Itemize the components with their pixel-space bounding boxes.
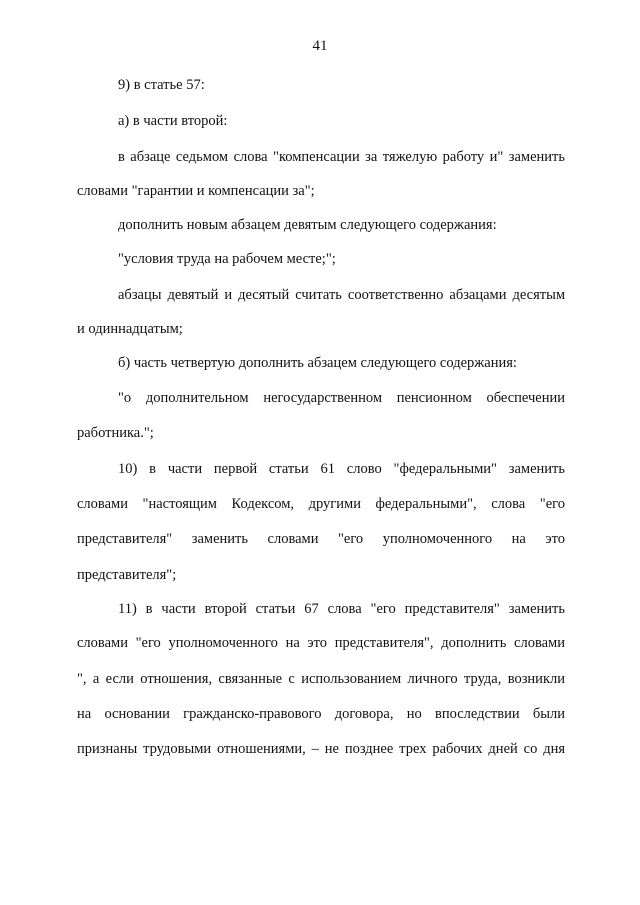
text-line: представителя" заменить словами "его уполномоченного на это — [77, 531, 565, 547]
text-line: на основании гражданско-правового договора, но впоследствии были — [77, 706, 565, 722]
text-line: и одиннадцатым; — [77, 321, 183, 337]
page-number: 41 — [312, 38, 328, 54]
text-line: словами "гарантии и компенсации за"; — [77, 183, 315, 199]
text-line: б) часть четвертую дополнить абзацем следующего содержания: — [118, 355, 517, 371]
text-line: "условия труда на рабочем месте;"; — [118, 251, 336, 267]
text-line: словами "настоящим Кодексом, другими федеральными", слова "его — [77, 496, 565, 512]
text-line: в абзаце седьмом слова "компенсации за тяжелую работу и" заменить — [118, 149, 565, 165]
text-line: ", а если отношения, связанные с использованием личного труда, возникли — [77, 671, 565, 687]
text-line: 9) в статье 57: — [118, 77, 205, 93]
text-line: работника."; — [77, 425, 154, 441]
text-line: словами "его уполномоченного на это представителя", дополнить словами — [77, 635, 565, 651]
text-line: дополнить новым абзацем девятым следующего содержания: — [118, 217, 497, 233]
text-line: абзацы девятый и десятый считать соответственно абзацами десятым — [118, 287, 565, 303]
text-line: признаны трудовыми отношениями, – не позднее трех рабочих дней со дня — [77, 741, 565, 757]
text-line: 10) в части первой статьи 61 слово "федеральными" заменить — [118, 461, 565, 477]
text-line: "о дополнительном негосударственном пенсионном обеспечении — [118, 390, 565, 406]
text-line: а) в части второй: — [118, 113, 228, 129]
text-line: 11) в части второй статьи 67 слова "его представителя" заменить — [118, 601, 565, 617]
text-line: представителя"; — [77, 567, 177, 583]
